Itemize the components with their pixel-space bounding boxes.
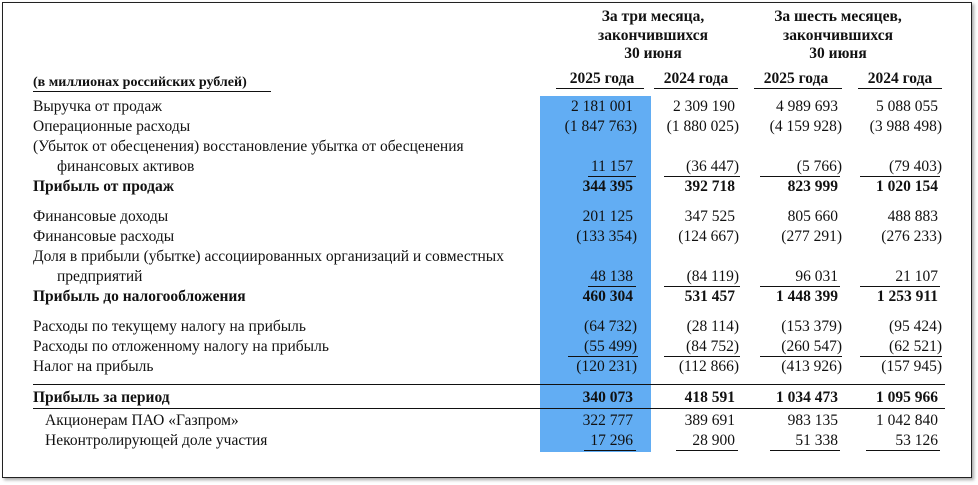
section-separator [33, 408, 945, 409]
period-header-three-months: За три месяца, закончившихся 30 июня [597, 8, 708, 62]
cell-value: 823 999 [787, 178, 838, 195]
cell-value: 531 457 [684, 288, 735, 305]
row-label: Расходы по текущему налогу на прибыль [33, 318, 306, 335]
cell-value: (276 233) [881, 228, 942, 245]
year-header-3: 2025 года [763, 70, 829, 87]
cell-value: 983 135 [787, 412, 838, 429]
cell-value: (36 447) [686, 158, 739, 175]
total-underline [770, 450, 840, 451]
cell-value: 96 031 [795, 268, 838, 285]
cell-value: 347 525 [684, 208, 735, 225]
year-header-1: 2025 года [569, 70, 635, 87]
row-label: Прибыль за период [33, 389, 170, 406]
cell-value: 1 095 966 [876, 389, 938, 406]
cell-value: 1 042 840 [876, 412, 938, 429]
cell-value: (153 379) [781, 318, 842, 335]
year-header-underline-3 [754, 88, 842, 89]
cell-value: (4 159 928) [769, 118, 842, 135]
cell-value: 4 989 693 [776, 98, 838, 115]
section-separator [33, 384, 945, 385]
cell-value: 2 181 001 [571, 98, 633, 115]
cell-value: (84 119) [686, 268, 739, 285]
row-label: Акционерам ПАО «Газпром» [45, 412, 239, 429]
cell-value: 201 125 [582, 208, 633, 225]
cell-value: 389 691 [684, 412, 735, 429]
row-label: финансовых активов [57, 158, 195, 175]
row-label: предприятий [57, 268, 143, 285]
cell-value: 2 309 190 [673, 98, 735, 115]
cell-value: (413 926) [781, 358, 842, 375]
cell-value: (1 847 763) [564, 118, 637, 135]
year-header-underline-2 [654, 88, 738, 89]
cell-value: 418 591 [684, 389, 735, 406]
units-label-underline [33, 91, 271, 92]
row-label: Финансовые доходы [33, 208, 169, 225]
cell-value: (112 866) [678, 358, 739, 375]
total-underline [676, 450, 738, 451]
cell-value: 1 448 399 [776, 288, 838, 305]
row-label: Выручка от продаж [33, 98, 162, 115]
row-label: Прибыль до налогообложения [33, 288, 246, 305]
row-label: Финансовые расходы [33, 228, 175, 245]
cell-value: (79 403) [889, 158, 942, 175]
cell-value: (55 499) [584, 338, 637, 355]
cell-value: 805 660 [787, 208, 838, 225]
total-underline [866, 450, 940, 451]
cell-value: (62 521) [889, 338, 942, 355]
row-label: Неконтролирующей доле участия [45, 432, 268, 449]
cell-value: 340 073 [582, 389, 633, 406]
cell-value: (84 752) [686, 338, 739, 355]
cell-value: (28 114) [686, 318, 739, 335]
cell-value: 51 338 [795, 432, 838, 449]
row-label: Прибыль от продаж [33, 178, 174, 195]
cell-value: 488 883 [887, 208, 938, 225]
row-label: Операционные расходы [33, 118, 191, 135]
cell-value: 322 777 [582, 412, 633, 429]
cell-value: (133 354) [576, 228, 637, 245]
year-header-4: 2024 года [867, 70, 933, 87]
row-label: Доля в прибыли (убытке) ассоциированных организаций и совместных [33, 248, 504, 265]
cell-value: (95 424) [889, 318, 942, 335]
cell-value: 1 020 154 [876, 178, 938, 195]
cell-value: (64 732) [584, 318, 637, 335]
period-header-six-months: За шесть месяцев, закончившихся 30 июня [774, 8, 902, 62]
cell-value: 21 107 [895, 268, 938, 285]
cell-value: (277 291) [781, 228, 842, 245]
cell-value: 28 900 [692, 432, 735, 449]
cell-value: 1 034 473 [776, 389, 838, 406]
cell-value: 17 296 [590, 432, 633, 449]
cell-value: (5 766) [796, 158, 842, 175]
cell-value: 460 304 [582, 288, 633, 305]
row-label: Налог на прибыль [33, 358, 154, 375]
cell-value: (3 988 498) [869, 118, 942, 135]
cell-value: (120 231) [576, 358, 637, 375]
cell-value: 5 088 055 [876, 98, 938, 115]
cell-value: (260 547) [781, 338, 842, 355]
cell-value: 392 718 [684, 178, 735, 195]
cell-value: (1 880 025) [666, 118, 739, 135]
row-label: Расходы по отложенному налогу на прибыль [33, 338, 329, 355]
cell-value: (157 945) [881, 358, 942, 375]
cell-value: (124 667) [678, 228, 739, 245]
cell-value: 11 157 [590, 158, 633, 175]
units-label: (в миллионах российских рублей) [33, 75, 247, 90]
year-header-underline-4 [858, 88, 942, 89]
year-header-underline-1 [556, 88, 644, 89]
total-underline [584, 450, 636, 451]
cell-value: 1 253 911 [876, 288, 938, 305]
row-label: (Убыток от обесценения) восстановление убытка от обесценения [33, 138, 464, 155]
cell-value: 344 395 [582, 178, 633, 195]
cell-value: 48 138 [590, 268, 633, 285]
year-header-2: 2024 года [663, 70, 729, 87]
cell-value: 53 126 [895, 432, 938, 449]
